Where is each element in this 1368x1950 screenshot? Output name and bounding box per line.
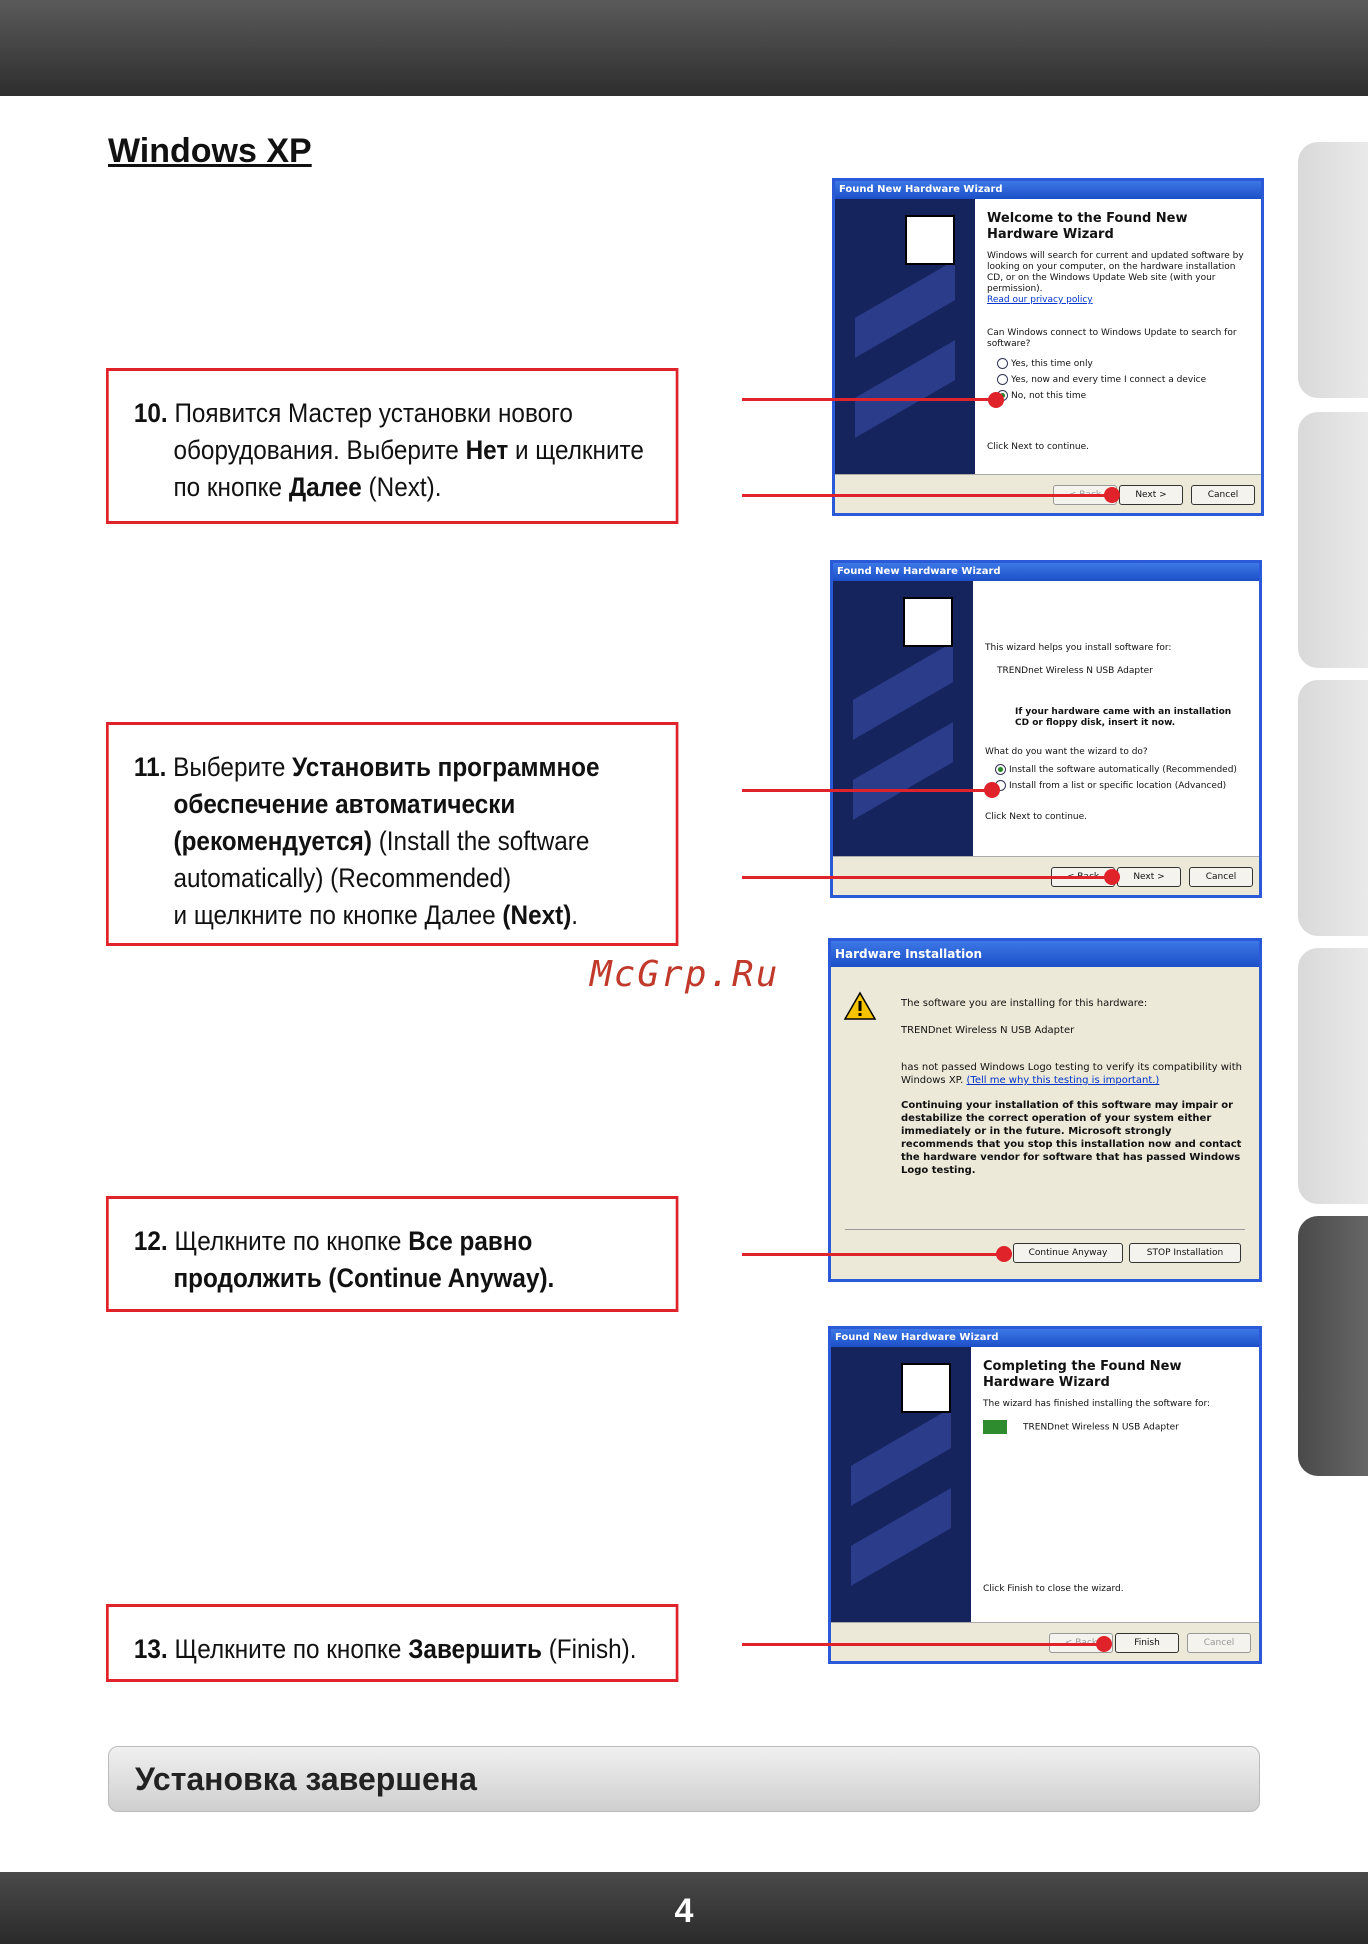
- side-tab-active[interactable]: [1298, 1216, 1368, 1476]
- connector-dot: [984, 782, 1000, 798]
- step-text: (Install the software: [371, 826, 590, 856]
- device-name: TRENDnet Wireless N USB Adapter: [1023, 1422, 1179, 1433]
- dialog-titlebar: Found New Hardware Wizard: [833, 563, 1259, 581]
- wizard-text: This wizard helps you install software for:: [985, 643, 1172, 653]
- wizard-content: [975, 199, 1261, 479]
- step-text-bold: Далее: [288, 472, 362, 502]
- radio-icon[interactable]: [997, 358, 1008, 369]
- hw-text: has not passed Windows Logo testing to verify its compatibility with Windows XP.: [901, 1062, 1242, 1086]
- side-tab-3[interactable]: [1298, 680, 1368, 936]
- next-button[interactable]: Next >: [1117, 867, 1181, 887]
- cd-hint: If your hardware came with an installation CD or floppy disk, insert it now.: [1015, 707, 1232, 728]
- wizard-content: [973, 581, 1259, 861]
- step-text: по кнопке: [173, 472, 289, 502]
- wizard-title: Completing the Found New: [983, 1359, 1182, 1374]
- step-text-bold: обеспечение автоматически: [173, 789, 516, 819]
- logo-testing-link[interactable]: (Tell me why this testing is important.): [966, 1075, 1160, 1086]
- dialog-titlebar: Found New Hardware Wizard: [835, 181, 1261, 199]
- cancel-button[interactable]: Cancel: [1191, 485, 1255, 505]
- dialog-titlebar: Found New Hardware Wizard: [831, 1329, 1259, 1347]
- wizard-instruction: Click Finish to close the wizard.: [983, 1584, 1124, 1594]
- step-text-bold: (Next): [502, 900, 572, 930]
- step-text: (Next).: [361, 472, 442, 502]
- device-name: TRENDnet Wireless N USB Adapter: [997, 666, 1153, 676]
- option-install-auto[interactable]: Install the software automatically (Recommended): [1009, 765, 1237, 775]
- step-text-bold: Завершить: [408, 1634, 542, 1664]
- option-yes-always[interactable]: Yes, now and every time I connect a device: [1011, 375, 1207, 385]
- cancel-button[interactable]: Cancel: [1187, 1633, 1251, 1653]
- step-text: Выберите: [173, 752, 293, 782]
- top-banner: [0, 0, 1368, 96]
- radio-selected-icon[interactable]: [995, 764, 1006, 775]
- connector-line: [742, 1253, 1004, 1256]
- connector-dot: [1096, 1636, 1112, 1652]
- cancel-button[interactable]: Cancel: [1189, 867, 1253, 887]
- step-text: .: [571, 900, 579, 930]
- step-text: и щелкните: [508, 435, 644, 465]
- step-text: оборудования. Выберите: [173, 435, 466, 465]
- watermark: McGrp.Ru: [590, 954, 780, 995]
- step-12-box: [106, 1196, 678, 1312]
- step-number: 11.: [133, 752, 167, 782]
- wizard-question: Can Windows connect to Windows Update to search for software?: [987, 328, 1237, 349]
- connector-line: [742, 876, 1114, 879]
- page-number: 4: [674, 1892, 694, 1930]
- next-button[interactable]: Next >: [1119, 485, 1183, 505]
- completion-title: Установка завершена: [135, 1761, 477, 1797]
- install-wizard-dialog: [830, 560, 1262, 898]
- hardware-icon: [903, 597, 953, 647]
- wizard-title: Hardware Wizard: [987, 227, 1114, 242]
- step-text: automatically) (Recommended): [173, 863, 512, 893]
- wizard-instruction: Click Next to continue.: [985, 812, 1088, 822]
- wizard-side-graphic: [835, 199, 975, 479]
- stop-installation-button[interactable]: STOP Installation: [1129, 1243, 1241, 1263]
- option-install-list[interactable]: Install from a list or specific location (Advanced): [1009, 781, 1227, 791]
- privacy-link[interactable]: Read our privacy policy: [987, 295, 1093, 305]
- wizard-question: What do you want the wizard to do?: [985, 747, 1148, 757]
- hw-content: [901, 997, 1243, 1177]
- page-heading: Windows XP: [108, 132, 312, 170]
- connector-line: [742, 398, 996, 401]
- radio-icon[interactable]: [997, 374, 1008, 385]
- dialog-titlebar: Hardware Installation: [831, 941, 1259, 967]
- dialog-footer: [831, 1622, 1259, 1661]
- welcome-wizard-dialog: [832, 178, 1264, 516]
- hw-warning-text: Continuing your installation of this software may impair or destabilize the correct operation of your system either immediately or in the future. Microsoft strongly recommends that you stop this installation now and contact the hardware vendor for software that has passed Windows Logo testing.: [901, 1100, 1242, 1176]
- step-13-box: [106, 1604, 678, 1682]
- connector-line: [742, 1643, 1104, 1646]
- wizard-text: The wizard has finished installing the software for:: [983, 1399, 1211, 1409]
- connector-dot: [1104, 487, 1120, 503]
- connector-line: [742, 494, 1114, 497]
- connector-dot: [996, 1246, 1012, 1262]
- wizard-title: Welcome to the Found New: [987, 211, 1188, 226]
- continue-anyway-button[interactable]: Continue Anyway: [1013, 1243, 1123, 1263]
- wizard-side-graphic: [833, 581, 973, 861]
- network-adapter-icon: [983, 1420, 1007, 1434]
- step-text-bold: (рекомендуется): [173, 826, 372, 856]
- option-no[interactable]: No, not this time: [1011, 391, 1087, 401]
- connector-dot: [988, 392, 1004, 408]
- connector-dot: [1104, 869, 1120, 885]
- hw-text: The software you are installing for this hardware:: [901, 998, 1148, 1009]
- completing-wizard-dialog: [828, 1326, 1262, 1664]
- hardware-icon: [901, 1363, 951, 1413]
- step-text: (Finish).: [541, 1634, 637, 1664]
- option-yes-once[interactable]: Yes, this time only: [1011, 359, 1093, 369]
- hardware-installation-dialog: [828, 938, 1262, 1282]
- step-text: и щелкните по кнопке Далее: [173, 900, 503, 930]
- device-name: TRENDnet Wireless N USB Adapter: [901, 1025, 1075, 1036]
- step-10-box: [106, 368, 678, 524]
- wizard-content: [971, 1347, 1259, 1627]
- step-11-box: [106, 722, 678, 946]
- connector-line: [742, 789, 994, 792]
- step-number: 13.: [133, 1634, 168, 1664]
- step-number: 12.: [133, 1226, 168, 1256]
- finish-button[interactable]: Finish: [1115, 1633, 1179, 1653]
- side-tab-2[interactable]: [1298, 412, 1368, 668]
- divider: [845, 1229, 1245, 1230]
- side-tab-1[interactable]: [1298, 142, 1368, 398]
- step-text: Появится Мастер установки нового: [174, 398, 573, 428]
- step-text: Щелкните по кнопке: [174, 1226, 409, 1256]
- step-text: Щелкните по кнопке: [174, 1634, 409, 1664]
- wizard-instruction: Click Next to continue.: [987, 442, 1090, 452]
- step-number: 10.: [133, 398, 168, 428]
- step-text-bold: продолжить (Continue Anyway).: [173, 1263, 555, 1293]
- completion-banner: [108, 1746, 1260, 1812]
- hardware-icon: [905, 215, 955, 265]
- wizard-side-graphic: [831, 1347, 971, 1627]
- wizard-title: Hardware Wizard: [983, 1375, 1110, 1390]
- page-footer: [0, 1872, 1368, 1944]
- warning-icon: [843, 991, 877, 1021]
- step-text-bold: Все равно: [408, 1226, 533, 1256]
- side-tab-4[interactable]: [1298, 948, 1368, 1204]
- step-text-bold: Установить программное: [292, 752, 600, 782]
- wizard-text: Windows will search for current and updated software by looking on your computer, on the hardware installation CD, or on the Windows Update Web site (with your permission).: [987, 251, 1244, 294]
- step-text-bold: Нет: [465, 435, 509, 465]
